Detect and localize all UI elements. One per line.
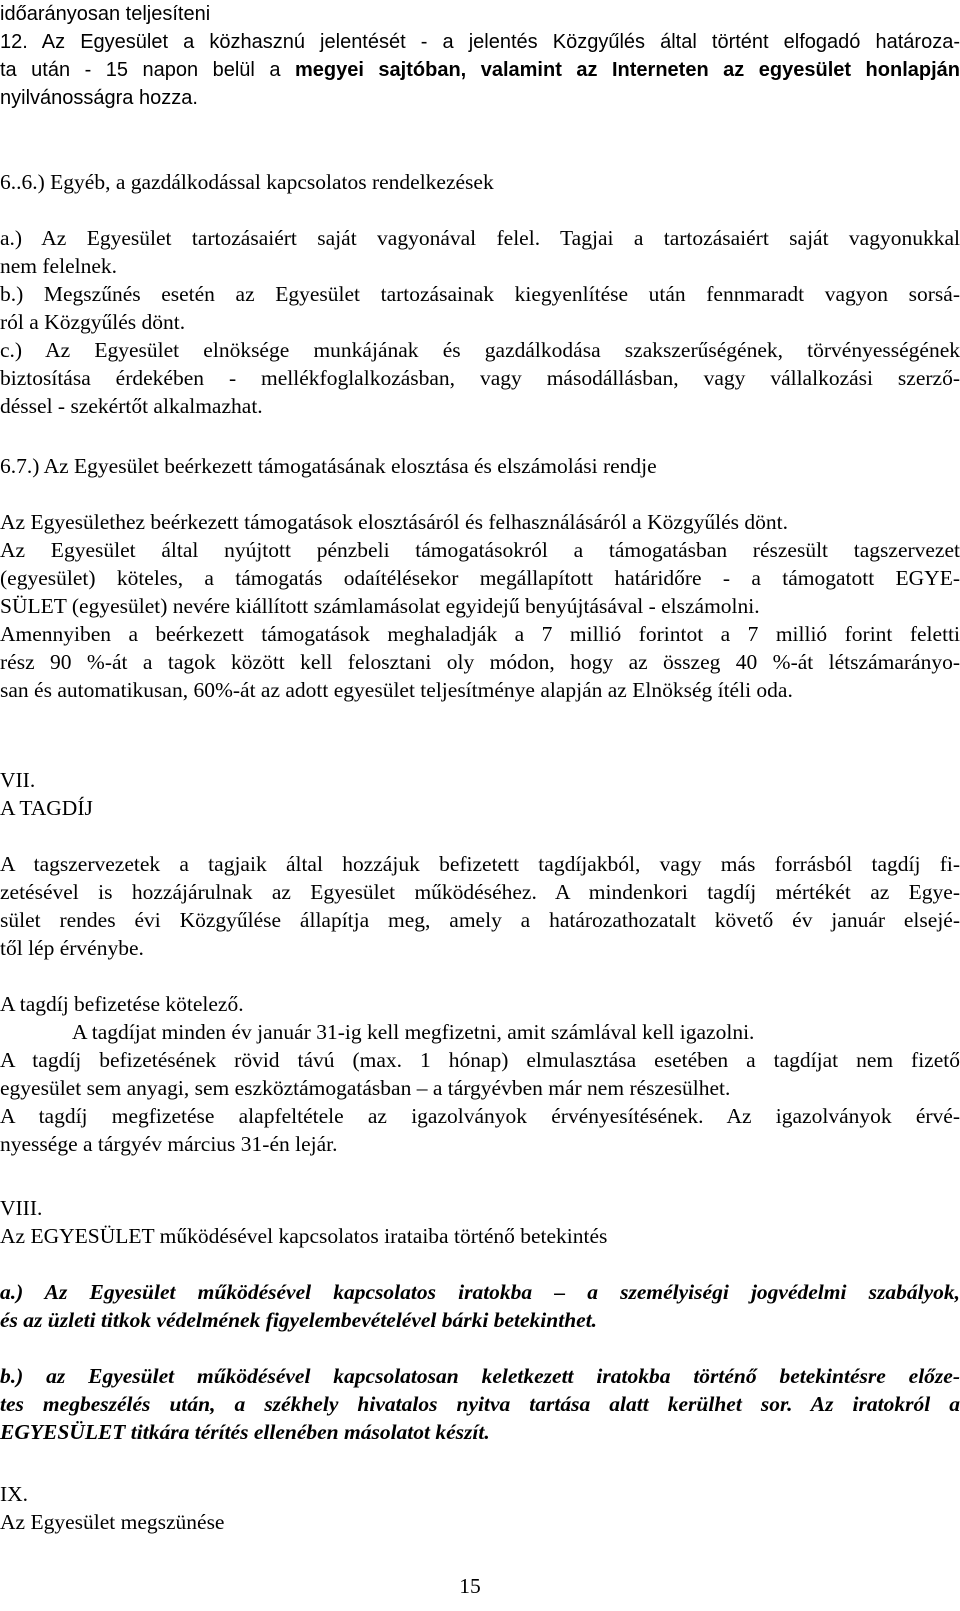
section-heading: 6..6.) Egyéb, a gazdálkodással kapcsolatos rendelkezések xyxy=(0,170,494,194)
text-line: c.) Az Egyesület elnöksége munkájának és gazdálkodása szakszerűségének, törvényességének xyxy=(0,338,960,362)
text-line xyxy=(0,56,960,84)
chapter-title: A TAGDÍJ xyxy=(0,796,93,820)
text-line: A tagdíj megfizetése alapfeltétele az igazolványok érvényesítésének. Az igazolványok érvé- xyxy=(0,1104,960,1128)
page-number: 15 xyxy=(459,1574,481,1598)
text-line: 12. Az Egyesület a közhasznú jelentését - a jelentés Közgyűlés által történt elfogadó határoza- xyxy=(0,31,960,53)
text-line: (egyesület) köteles, a támogatás odaítélésekor megállapított határidőre - a támogatott EGYE- xyxy=(0,566,960,590)
text-line: nyessége a tárgyév március 31-én lejár. xyxy=(0,1132,338,1156)
text-line: ról a Közgyűlés dönt. xyxy=(0,310,186,334)
text-line: déssel - szekértőt alkalmazhat. xyxy=(0,394,263,418)
text-line: től lép érvénybe. xyxy=(0,936,144,960)
text-line: b.) Megszűnés esetén az Egyesület tartozásainak kiegyenlítése után fennmaradt vagyon sorsá- xyxy=(0,282,960,306)
text-line: biztosítása érdekében - mellékfoglalkozásban, vagy másodállásban, vagy vállalkozási szerző- xyxy=(0,366,960,390)
text-line: zetésével is hozzájárulnak az Egyesület működéséhez. A mindenkori tagdíj mértékét az Egye- xyxy=(0,880,960,904)
text-line: SÜLET (egyesület) nevére kiállított számlamásolat egyidejű benyújtásával - elszámolni. xyxy=(0,594,760,618)
text-line: a.) Az Egyesület tartozásaiért saját vagyonával felel. Tagjai a tartozásaiért saját vagyonukkal xyxy=(0,226,960,250)
text-line: EGYESÜLET titkára térítés ellenében másolatot készít. xyxy=(0,1420,490,1444)
section-heading: 6.7.) Az Egyesület beérkezett támogatásának elosztása és elszámolási rendje xyxy=(0,454,657,478)
text-line: Az Egyesülethez beérkezett támogatások elosztásáról és felhasználásáról a Közgyűlés dönt. xyxy=(0,510,789,534)
chapter-number: IX. xyxy=(0,1482,29,1506)
chapter-title: Az EGYESÜLET működésével kapcsolatos irataiba történő betekintés xyxy=(0,1224,608,1248)
text-line: egyesület sem anyagi, sem eszköztámogatásban – a tárgyévben már nem részesülhet. xyxy=(0,1076,731,1100)
chapter-number: VII. xyxy=(0,768,36,792)
text-line: A tagszervezetek a tagjaik által hozzájuk befizetett tagdíjakból, vagy más forrásból tagdíj fi- xyxy=(0,852,960,876)
text-line: A tagdíj befizetése kötelező. xyxy=(0,992,244,1016)
text-line: a.) Az Egyesület működésével kapcsolatos iratokba – a személyiségi jogvédelmi szabályok, xyxy=(0,1280,960,1304)
text-line: Amennyiben a beérkezett támogatások meghaladják a 7 millió forintot a 7 millió forint feletti xyxy=(0,622,960,646)
bold-run: megyei sajtóban, valamint az Interneten az egyesület honlapján xyxy=(295,59,960,81)
text-line: időarányosan teljesíteni xyxy=(0,3,211,25)
chapter-number: VIII. xyxy=(0,1196,43,1220)
text-line: tes megbeszélés után, a székhely hivatalos nyitva tartása alatt kerülhet sor. Az iratokról a xyxy=(0,1392,960,1416)
chapter-title: Az Egyesület megszünése xyxy=(0,1510,225,1534)
text-line: nyilvánosságra hozza. xyxy=(0,87,198,109)
text-line: A tagdíj befizetésének rövid távú (max. 1 hónap) elmulasztása esetében a tagdíjat nem fizető xyxy=(0,1048,960,1072)
text-line: rész 90 %-át a tagok között kell felosztani oly módon, hogy az összeg 40 %-át létszámarányo- xyxy=(0,650,960,674)
text-line: Az Egyesület által nyújtott pénzbeli támogatásokról a támogatásban részesült tagszervezet xyxy=(0,538,960,562)
text-line: sület rendes évi Közgyűlése állapítja meg, amely a határozathozatalt követő év január elsejé- xyxy=(0,908,960,932)
text-line: nem felelnek. xyxy=(0,254,118,278)
text-line: b.) az Egyesület működésével kapcsolatosan keletkezett iratokba történő betekintésre előze- xyxy=(0,1364,960,1388)
text-line: A tagdíjat minden év január 31-ig kell megfizetni, amit számlával kell igazolni. xyxy=(72,1020,755,1044)
text-line: és az üzleti titkok védelmének figyelembevételével bárki betekinthet. xyxy=(0,1308,598,1332)
text-line: san és automatikusan, 60%-át az adott egyesület teljesítménye alapján az Elnökség ítéli oda. xyxy=(0,678,793,702)
text-run: ta után - 15 napon belül a xyxy=(0,59,295,81)
